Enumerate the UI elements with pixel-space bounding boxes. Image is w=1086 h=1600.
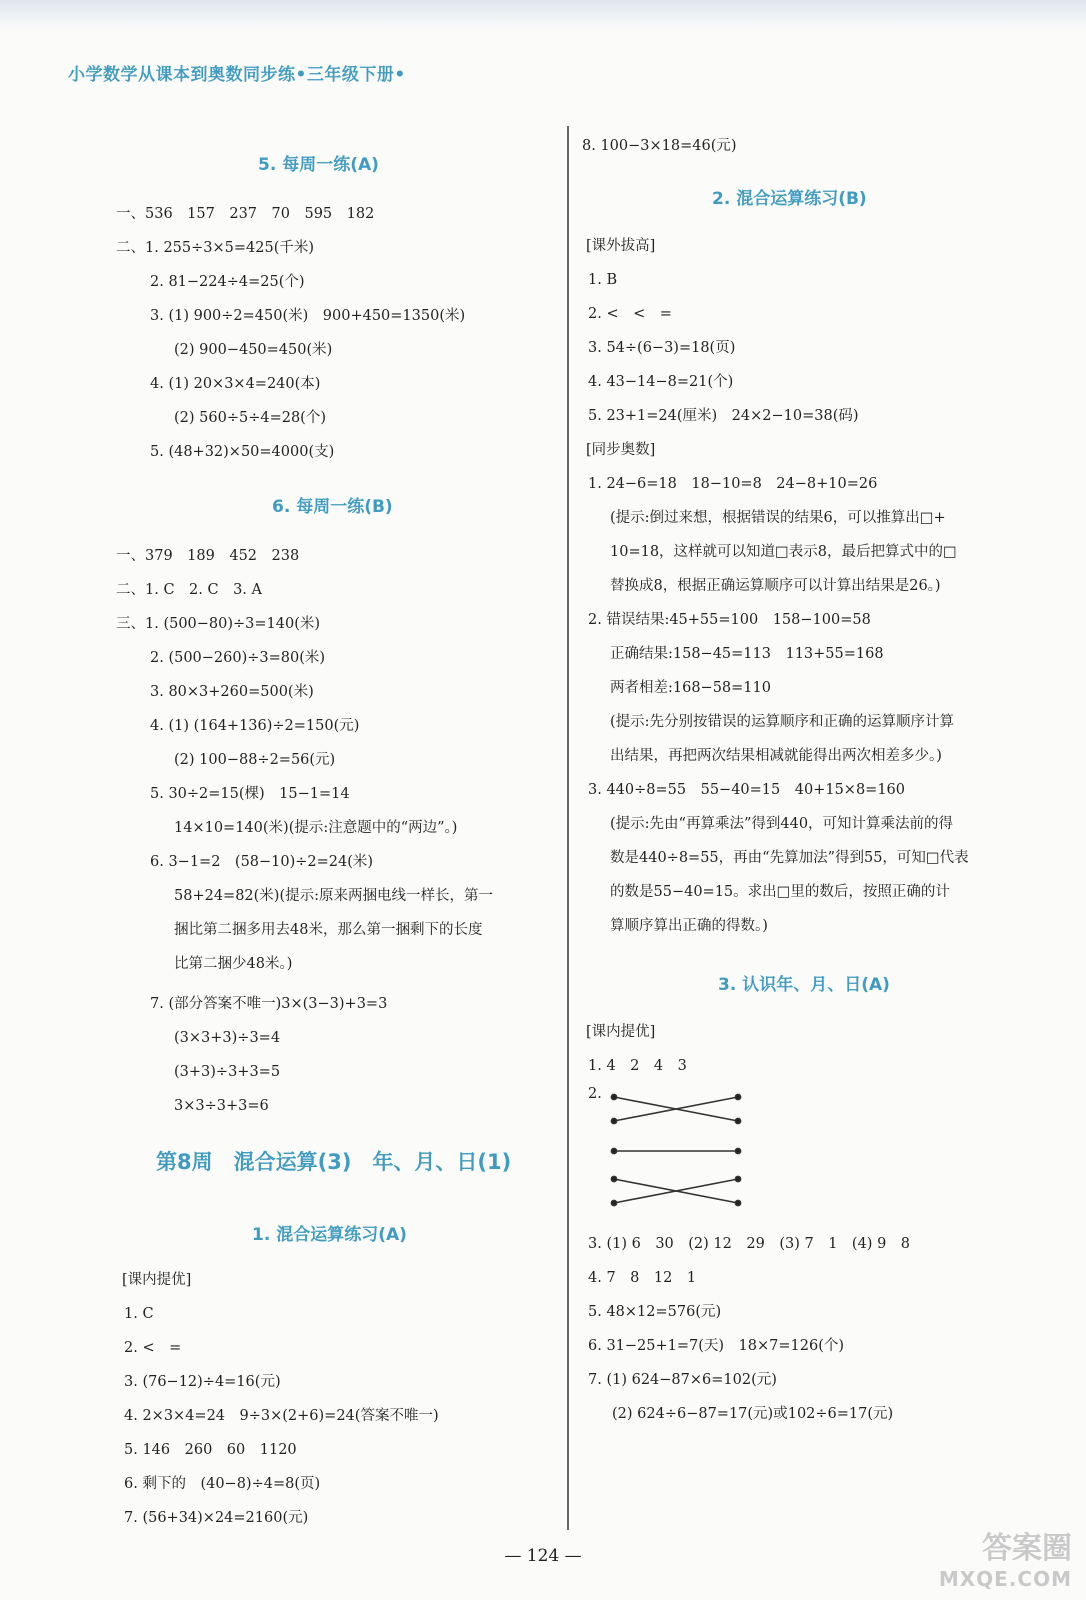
watermark-url: MXQE.COM: [938, 1567, 1072, 1591]
section-title-3: 3. 认识年、月、日(A): [718, 975, 890, 995]
answer-line: 5. 146 260 60 1120: [124, 1442, 297, 1458]
answer-line: 7. (部分答案不唯一)3×(3−3)+3=3: [150, 996, 388, 1012]
answer-line: 10=18，这样就可以知道□表示8，最后把算式中的□: [610, 544, 957, 560]
match-dot: [735, 1176, 740, 1181]
page-number: — 124 —: [504, 1546, 582, 1566]
answer-line: 三、1. (500−80)÷3=140(米): [116, 616, 321, 632]
match-dot: [611, 1148, 616, 1153]
answer-line: 数是440÷8=55，再由“先算加法”得到55，可知□代表: [610, 850, 969, 866]
answer-line: 算顺序算出正确的得数。): [610, 918, 768, 934]
answer-line: 1. 24−6=18 18−10=8 24−8+10=26: [588, 476, 878, 492]
answer-line: 捆比第二捆多用去48米，那么第一捆剩下的长度: [174, 922, 483, 938]
section-title-6: 6. 每周一练(B): [272, 497, 393, 517]
answer-line: 3. 80×3+260=500(米): [150, 684, 314, 700]
answer-line: 6. 31−25+1=7(天) 18×7=126(个): [588, 1338, 845, 1354]
watermark-logo: [938, 1531, 1072, 1594]
answer-line: 2. < < =: [588, 306, 672, 322]
answer-line: (2) 624÷6−87=17(元)或102÷6=17(元): [612, 1406, 894, 1422]
scan-edge: [0, 0, 1086, 30]
answer-line: 4. 2×3×4=24 9÷3×(2+6)=24(答案不唯一): [124, 1408, 439, 1424]
answer-line: 5. 48×12=576(元): [588, 1304, 722, 1320]
answer-line: 7. (1) 624−87×6=102(元): [588, 1372, 777, 1388]
answer-line: 5. 23+1=24(厘米) 24×2−10=38(码): [588, 408, 859, 424]
answer-line: 1. 4 2 4 3: [588, 1058, 687, 1074]
match-dot: [611, 1118, 616, 1123]
watermark-text: 答案圈: [982, 1531, 1072, 1566]
answer-line: [课内提优]: [586, 1024, 656, 1040]
section-title-1: 1. 混合运算练习(A): [252, 1225, 407, 1245]
answer-line: 3×3÷3+3=6: [174, 1098, 269, 1114]
book-header: 小学数学从课本到奥数同步练•三年级下册•: [68, 65, 406, 85]
answer-line: 5. 30÷2=15(棵) 15−1=14: [150, 786, 350, 802]
answer-line: 替换成8，根据正确运算顺序可以计算出结果是26。): [610, 578, 941, 594]
match-dot: [735, 1148, 740, 1153]
answer-line: (3×3+3)÷3=4: [174, 1030, 281, 1046]
match-dot: [611, 1176, 616, 1181]
answer-line: 1. B: [588, 272, 618, 288]
answer-line: 4. (1) (164+136)÷2=150(元): [150, 718, 360, 734]
answer-line: 比第二捆少48米。): [174, 956, 293, 972]
answer-line: 2. 81−224÷4=25(个): [150, 274, 305, 290]
section-title-5: 5. 每周一练(A): [258, 155, 379, 175]
answer-line: 2. (500−260)÷3=80(米): [150, 650, 326, 666]
match-dot: [735, 1118, 740, 1123]
match-dot: [735, 1200, 740, 1205]
answer-line: 二、1. 255÷3×5=425(千米): [116, 240, 315, 256]
answer-line: [同步奥数]: [586, 442, 656, 458]
answer-line: (2) 900−450=450(米): [174, 342, 333, 358]
answer-line: 二、1. C 2. C 3. A: [116, 582, 262, 598]
answer-line: (2) 100−88÷2=56(元): [174, 752, 336, 768]
answer-line: 1. C: [124, 1306, 154, 1322]
answer-line: (提示:倒过来想，根据错误的结果6，可以推算出□+: [610, 510, 946, 526]
week-title: 第8周 混合运算(3) 年、月、日(1): [156, 1150, 512, 1174]
answer-line: 的数是55−40=15。求出□里的数后，按照正确的计: [610, 884, 950, 900]
answer-line: 58+24=82(米)(提示:原来两捆电线一样长，第一: [174, 888, 494, 904]
answer-line: 一、536 157 237 70 595 182: [116, 206, 375, 222]
answer-line: 3. (1) 6 30 (2) 12 29 (3) 7 1 (4) 9 8: [588, 1236, 911, 1252]
matching-lines-figure: [608, 1085, 748, 1219]
column-divider: [567, 126, 569, 1530]
answer-line: 4. 43−14−8=21(个): [588, 374, 734, 390]
answer-line: 3. 440÷8=55 55−40=15 40+15×8=160: [588, 782, 905, 798]
answer-line: [课内提优]: [122, 1272, 192, 1288]
answer-line: 两者相差:168−58=110: [610, 680, 771, 696]
answer-line: 正确结果:158−45=113 113+55=168: [610, 646, 884, 662]
answer-line: 7. (56+34)×24=2160(元): [124, 1510, 309, 1526]
answer-line: 一、379 189 452 238: [116, 548, 300, 564]
answer-line: 3. 54÷(6−3)=18(页): [588, 340, 736, 356]
answer-line: (提示:先分别按错误的运算顺序和正确的运算顺序计算: [610, 714, 955, 730]
answer-line: 4. (1) 20×3×4=240(本): [150, 376, 321, 392]
answer-line: 2.: [588, 1086, 602, 1102]
answer-line: (3+3)÷3+3=5: [174, 1064, 281, 1080]
match-dot: [735, 1094, 740, 1099]
answer-line: 2. < =: [124, 1340, 182, 1356]
answer-line: 14×10=140(米)(提示:注意题中的“两边”。): [174, 820, 458, 836]
match-dot: [611, 1094, 616, 1099]
answer-line: (2) 560÷5÷4=28(个): [174, 410, 326, 426]
answer-line: 8. 100−3×18=46(元): [582, 138, 737, 154]
answer-line: 6. 3−1=2 (58−10)÷2=24(米): [150, 854, 374, 870]
answer-line: 2. 错误结果:45+55=100 158−100=58: [588, 612, 871, 628]
answer-line: 6. 剩下的 (40−8)÷4=8(页): [124, 1476, 321, 1492]
answer-line: 3. (1) 900÷2=450(米) 900+450=1350(米): [150, 308, 466, 324]
answer-line: (提示:先由“再算乘法”得到440，可知计算乘法前的得: [610, 816, 954, 832]
answer-line: 4. 7 8 12 1: [588, 1270, 697, 1286]
match-dot: [611, 1200, 616, 1205]
answer-line: 5. (48+32)×50=4000(支): [150, 444, 335, 460]
answer-line: [课外拔高]: [586, 238, 656, 254]
answer-line: 3. (76−12)÷4=16(元): [124, 1374, 281, 1390]
answer-line: 出结果，再把两次结果相减就能得出两次相差多少。): [610, 748, 942, 764]
section-title-2: 2. 混合运算练习(B): [712, 189, 867, 209]
